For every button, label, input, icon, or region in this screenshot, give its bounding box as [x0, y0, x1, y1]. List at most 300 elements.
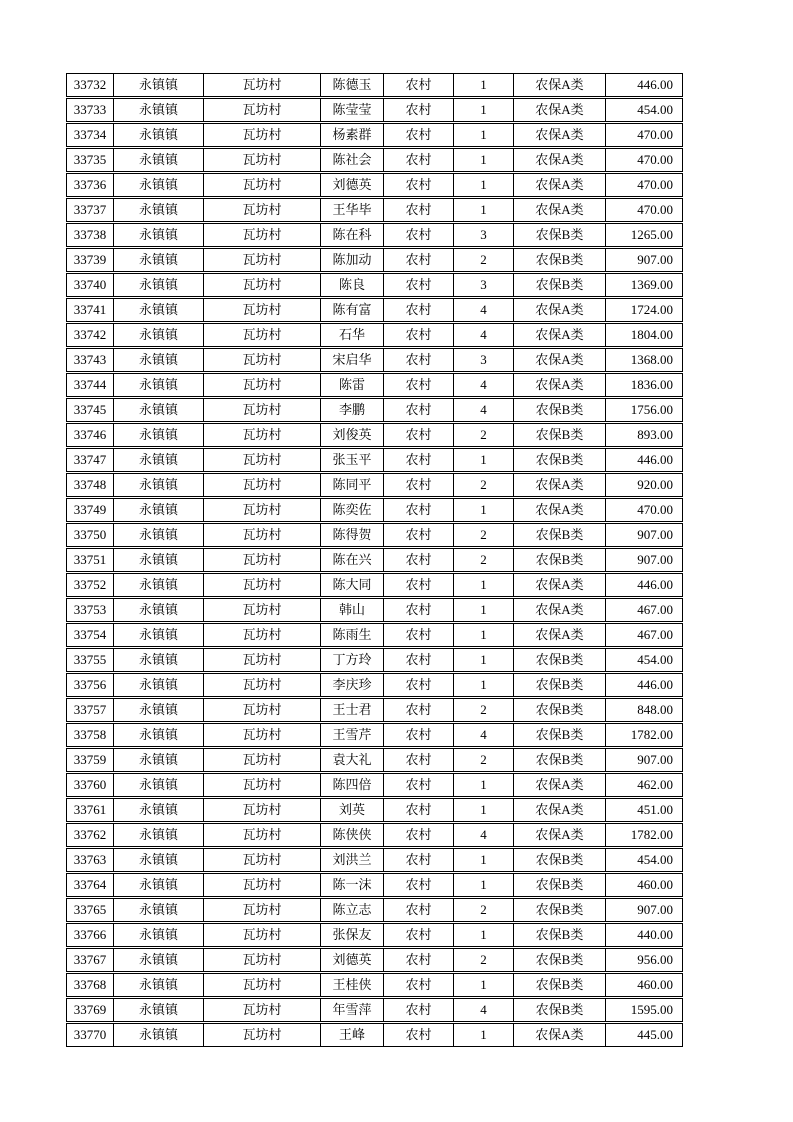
cell-village: 瓦坊村 [204, 624, 320, 646]
cell-insurance-category: 农保A类 [514, 349, 605, 371]
cell-residence-type: 农村 [384, 724, 453, 746]
cell-person-name: 年雪萍 [321, 999, 383, 1021]
cell-insurance-category: 农保B类 [514, 274, 605, 296]
cell-person-count: 4 [454, 824, 513, 846]
cell-village: 瓦坊村 [204, 599, 320, 621]
cell-person-count: 1 [454, 599, 513, 621]
cell-person-count: 1 [454, 449, 513, 471]
cell-person-name: 陈社会 [321, 149, 383, 171]
cell-town: 永镇镇 [114, 249, 203, 271]
cell-village: 瓦坊村 [204, 74, 320, 96]
cell-insurance-category: 农保A类 [514, 374, 605, 396]
cell-residence-type: 农村 [384, 699, 453, 721]
cell-residence-type: 农村 [384, 174, 453, 196]
cell-person-name: 陈侠侠 [321, 824, 383, 846]
table-row [66, 348, 683, 372]
cell-insurance-category: 农保A类 [514, 824, 605, 846]
cell-residence-type: 农村 [384, 224, 453, 246]
cell-record-id: 33745 [67, 399, 113, 421]
cell-person-name: 王峰 [321, 1024, 383, 1046]
cell-record-id: 33759 [67, 749, 113, 771]
cell-person-count: 1 [454, 499, 513, 521]
cell-village: 瓦坊村 [204, 799, 320, 821]
table-row [66, 398, 683, 422]
table-row [66, 623, 683, 647]
cell-insurance-category: 农保A类 [514, 774, 605, 796]
cell-residence-type: 农村 [384, 999, 453, 1021]
cell-record-id: 33749 [67, 499, 113, 521]
cell-insurance-category: 农保B类 [514, 974, 605, 996]
cell-person-name: 王雪芹 [321, 724, 383, 746]
cell-insurance-category: 农保B类 [514, 874, 605, 896]
cell-insurance-category: 农保A类 [514, 199, 605, 221]
cell-insurance-category: 农保B类 [514, 249, 605, 271]
cell-residence-type: 农村 [384, 624, 453, 646]
cell-insurance-category: 农保A类 [514, 99, 605, 121]
cell-person-name: 刘德英 [321, 949, 383, 971]
cell-town: 永镇镇 [114, 549, 203, 571]
cell-residence-type: 农村 [384, 574, 453, 596]
cell-person-name: 陈莹莹 [321, 99, 383, 121]
cell-person-name: 陈得贺 [321, 524, 383, 546]
table-row [66, 748, 683, 772]
table-row [66, 448, 683, 472]
table-row [66, 873, 683, 897]
payment-table [66, 73, 683, 1048]
cell-person-name: 丁方玲 [321, 649, 383, 671]
cell-person-name: 袁大礼 [321, 749, 383, 771]
cell-residence-type: 农村 [384, 324, 453, 346]
cell-person-name: 宋启华 [321, 349, 383, 371]
cell-amount: 1782.00 [606, 824, 682, 846]
cell-town: 永镇镇 [114, 1024, 203, 1046]
cell-record-id: 33769 [67, 999, 113, 1021]
cell-residence-type: 农村 [384, 674, 453, 696]
cell-amount: 470.00 [606, 124, 682, 146]
cell-person-name: 杨素群 [321, 124, 383, 146]
cell-insurance-category: 农保B类 [514, 524, 605, 546]
cell-village: 瓦坊村 [204, 849, 320, 871]
cell-town: 永镇镇 [114, 199, 203, 221]
cell-residence-type: 农村 [384, 649, 453, 671]
cell-person-name: 陈大同 [321, 574, 383, 596]
cell-person-count: 1 [454, 924, 513, 946]
cell-record-id: 33735 [67, 149, 113, 171]
cell-residence-type: 农村 [384, 974, 453, 996]
cell-person-count: 2 [454, 524, 513, 546]
table-row [66, 798, 683, 822]
cell-person-name: 张保友 [321, 924, 383, 946]
cell-amount: 460.00 [606, 974, 682, 996]
cell-person-count: 1 [454, 874, 513, 896]
table-row [66, 323, 683, 347]
cell-insurance-category: 农保A类 [514, 124, 605, 146]
table-row [66, 648, 683, 672]
cell-town: 永镇镇 [114, 849, 203, 871]
cell-person-count: 4 [454, 299, 513, 321]
cell-record-id: 33732 [67, 74, 113, 96]
cell-person-count: 1 [454, 774, 513, 796]
cell-insurance-category: 农保A类 [514, 149, 605, 171]
cell-record-id: 33766 [67, 924, 113, 946]
cell-town: 永镇镇 [114, 899, 203, 921]
cell-person-name: 王华毕 [321, 199, 383, 221]
cell-amount: 460.00 [606, 874, 682, 896]
cell-residence-type: 农村 [384, 899, 453, 921]
table-row [66, 923, 683, 947]
cell-residence-type: 农村 [384, 799, 453, 821]
cell-village: 瓦坊村 [204, 549, 320, 571]
cell-person-count: 1 [454, 124, 513, 146]
cell-record-id: 33755 [67, 649, 113, 671]
cell-town: 永镇镇 [114, 624, 203, 646]
cell-insurance-category: 农保B类 [514, 224, 605, 246]
cell-town: 永镇镇 [114, 324, 203, 346]
table-row [66, 423, 683, 447]
cell-town: 永镇镇 [114, 774, 203, 796]
cell-amount: 1369.00 [606, 274, 682, 296]
cell-village: 瓦坊村 [204, 474, 320, 496]
cell-village: 瓦坊村 [204, 124, 320, 146]
cell-residence-type: 农村 [384, 374, 453, 396]
cell-amount: 470.00 [606, 149, 682, 171]
cell-town: 永镇镇 [114, 499, 203, 521]
cell-town: 永镇镇 [114, 449, 203, 471]
cell-amount: 907.00 [606, 524, 682, 546]
cell-amount: 440.00 [606, 924, 682, 946]
cell-insurance-category: 农保A类 [514, 574, 605, 596]
cell-record-id: 33742 [67, 324, 113, 346]
cell-record-id: 33770 [67, 1024, 113, 1046]
cell-town: 永镇镇 [114, 149, 203, 171]
cell-person-count: 4 [454, 724, 513, 746]
table-row [66, 473, 683, 497]
cell-insurance-category: 农保B类 [514, 849, 605, 871]
cell-town: 永镇镇 [114, 749, 203, 771]
cell-village: 瓦坊村 [204, 999, 320, 1021]
cell-amount: 462.00 [606, 774, 682, 796]
cell-insurance-category: 农保A类 [514, 474, 605, 496]
cell-insurance-category: 农保B类 [514, 724, 605, 746]
cell-town: 永镇镇 [114, 674, 203, 696]
cell-person-count: 1 [454, 974, 513, 996]
cell-person-name: 陈雨生 [321, 624, 383, 646]
cell-insurance-category: 农保B类 [514, 999, 605, 1021]
cell-person-name: 刘俊英 [321, 424, 383, 446]
cell-village: 瓦坊村 [204, 1024, 320, 1046]
cell-insurance-category: 农保A类 [514, 1024, 605, 1046]
cell-person-count: 1 [454, 199, 513, 221]
table-row [66, 198, 683, 222]
cell-village: 瓦坊村 [204, 99, 320, 121]
cell-amount: 451.00 [606, 799, 682, 821]
cell-amount: 1782.00 [606, 724, 682, 746]
cell-town: 永镇镇 [114, 949, 203, 971]
cell-residence-type: 农村 [384, 149, 453, 171]
cell-town: 永镇镇 [114, 924, 203, 946]
cell-town: 永镇镇 [114, 99, 203, 121]
cell-person-name: 张玉平 [321, 449, 383, 471]
cell-person-count: 4 [454, 324, 513, 346]
cell-person-count: 1 [454, 99, 513, 121]
cell-insurance-category: 农保B类 [514, 699, 605, 721]
table-row [66, 973, 683, 997]
cell-village: 瓦坊村 [204, 299, 320, 321]
cell-residence-type: 农村 [384, 99, 453, 121]
cell-amount: 956.00 [606, 949, 682, 971]
cell-person-count: 2 [454, 699, 513, 721]
cell-person-name: 王桂侠 [321, 974, 383, 996]
cell-person-count: 3 [454, 224, 513, 246]
cell-village: 瓦坊村 [204, 149, 320, 171]
cell-amount: 470.00 [606, 499, 682, 521]
cell-insurance-category: 农保B类 [514, 424, 605, 446]
table-row [66, 823, 683, 847]
cell-insurance-category: 农保A类 [514, 624, 605, 646]
cell-record-id: 33737 [67, 199, 113, 221]
cell-residence-type: 农村 [384, 274, 453, 296]
cell-town: 永镇镇 [114, 349, 203, 371]
cell-person-name: 李鹏 [321, 399, 383, 421]
cell-village: 瓦坊村 [204, 574, 320, 596]
cell-amount: 1804.00 [606, 324, 682, 346]
table-row [66, 998, 683, 1022]
cell-person-count: 2 [454, 549, 513, 571]
cell-amount: 446.00 [606, 674, 682, 696]
cell-record-id: 33744 [67, 374, 113, 396]
cell-person-count: 4 [454, 999, 513, 1021]
cell-town: 永镇镇 [114, 974, 203, 996]
cell-record-id: 33743 [67, 349, 113, 371]
cell-residence-type: 农村 [384, 774, 453, 796]
cell-person-name: 陈雷 [321, 374, 383, 396]
table-row [66, 773, 683, 797]
cell-town: 永镇镇 [114, 374, 203, 396]
cell-village: 瓦坊村 [204, 274, 320, 296]
cell-amount: 454.00 [606, 649, 682, 671]
cell-village: 瓦坊村 [204, 449, 320, 471]
cell-person-name: 陈一沫 [321, 874, 383, 896]
cell-village: 瓦坊村 [204, 749, 320, 771]
cell-person-name: 陈在科 [321, 224, 383, 246]
cell-village: 瓦坊村 [204, 974, 320, 996]
cell-village: 瓦坊村 [204, 874, 320, 896]
cell-record-id: 33754 [67, 624, 113, 646]
cell-village: 瓦坊村 [204, 399, 320, 421]
cell-person-count: 2 [454, 949, 513, 971]
cell-amount: 467.00 [606, 599, 682, 621]
cell-town: 永镇镇 [114, 524, 203, 546]
cell-town: 永镇镇 [114, 274, 203, 296]
cell-person-name: 陈立志 [321, 899, 383, 921]
cell-amount: 1836.00 [606, 374, 682, 396]
cell-person-count: 3 [454, 274, 513, 296]
cell-town: 永镇镇 [114, 424, 203, 446]
cell-person-count: 3 [454, 349, 513, 371]
cell-insurance-category: 农保A类 [514, 174, 605, 196]
table-row [66, 98, 683, 122]
cell-record-id: 33761 [67, 799, 113, 821]
cell-village: 瓦坊村 [204, 674, 320, 696]
table-row [66, 598, 683, 622]
cell-village: 瓦坊村 [204, 374, 320, 396]
cell-amount: 454.00 [606, 99, 682, 121]
cell-person-name: 陈四倍 [321, 774, 383, 796]
cell-person-count: 2 [454, 749, 513, 771]
cell-person-count: 1 [454, 849, 513, 871]
cell-person-count: 1 [454, 649, 513, 671]
cell-town: 永镇镇 [114, 649, 203, 671]
table-row [66, 523, 683, 547]
cell-record-id: 33747 [67, 449, 113, 471]
table-row [66, 573, 683, 597]
cell-residence-type: 农村 [384, 524, 453, 546]
cell-insurance-category: 农保A类 [514, 599, 605, 621]
cell-residence-type: 农村 [384, 499, 453, 521]
cell-town: 永镇镇 [114, 174, 203, 196]
cell-residence-type: 农村 [384, 249, 453, 271]
cell-record-id: 33767 [67, 949, 113, 971]
cell-insurance-category: 农保A类 [514, 324, 605, 346]
cell-person-count: 1 [454, 149, 513, 171]
cell-amount: 920.00 [606, 474, 682, 496]
cell-record-id: 33757 [67, 699, 113, 721]
cell-amount: 907.00 [606, 749, 682, 771]
cell-record-id: 33738 [67, 224, 113, 246]
cell-town: 永镇镇 [114, 699, 203, 721]
cell-record-id: 33753 [67, 599, 113, 621]
cell-record-id: 33736 [67, 174, 113, 196]
cell-insurance-category: 农保B类 [514, 899, 605, 921]
cell-person-name: 韩山 [321, 599, 383, 621]
cell-record-id: 33758 [67, 724, 113, 746]
cell-amount: 907.00 [606, 899, 682, 921]
cell-village: 瓦坊村 [204, 249, 320, 271]
cell-amount: 1265.00 [606, 224, 682, 246]
cell-amount: 470.00 [606, 174, 682, 196]
cell-village: 瓦坊村 [204, 324, 320, 346]
cell-person-count: 2 [454, 249, 513, 271]
cell-village: 瓦坊村 [204, 174, 320, 196]
table-row [66, 173, 683, 197]
table-row [66, 273, 683, 297]
cell-residence-type: 农村 [384, 874, 453, 896]
cell-town: 永镇镇 [114, 124, 203, 146]
cell-town: 永镇镇 [114, 799, 203, 821]
cell-person-name: 刘德英 [321, 174, 383, 196]
cell-residence-type: 农村 [384, 349, 453, 371]
cell-town: 永镇镇 [114, 999, 203, 1021]
cell-record-id: 33741 [67, 299, 113, 321]
cell-person-name: 王士君 [321, 699, 383, 721]
cell-person-count: 1 [454, 674, 513, 696]
cell-record-id: 33762 [67, 824, 113, 846]
cell-residence-type: 农村 [384, 824, 453, 846]
cell-record-id: 33751 [67, 549, 113, 571]
cell-residence-type: 农村 [384, 849, 453, 871]
table-row [66, 1023, 683, 1047]
cell-person-count: 2 [454, 899, 513, 921]
cell-person-name: 陈在兴 [321, 549, 383, 571]
cell-village: 瓦坊村 [204, 699, 320, 721]
cell-village: 瓦坊村 [204, 899, 320, 921]
cell-person-count: 1 [454, 74, 513, 96]
table-row [66, 248, 683, 272]
cell-person-name: 刘英 [321, 799, 383, 821]
table-row [66, 948, 683, 972]
cell-town: 永镇镇 [114, 824, 203, 846]
cell-person-name: 陈奕佐 [321, 499, 383, 521]
cell-record-id: 33760 [67, 774, 113, 796]
cell-residence-type: 农村 [384, 949, 453, 971]
cell-record-id: 33748 [67, 474, 113, 496]
cell-person-name: 陈德玉 [321, 74, 383, 96]
cell-record-id: 33739 [67, 249, 113, 271]
cell-record-id: 33756 [67, 674, 113, 696]
cell-amount: 1595.00 [606, 999, 682, 1021]
cell-amount: 446.00 [606, 449, 682, 471]
cell-person-count: 1 [454, 799, 513, 821]
cell-residence-type: 农村 [384, 1024, 453, 1046]
cell-residence-type: 农村 [384, 299, 453, 321]
cell-town: 永镇镇 [114, 74, 203, 96]
table-row [66, 723, 683, 747]
cell-town: 永镇镇 [114, 574, 203, 596]
cell-residence-type: 农村 [384, 399, 453, 421]
cell-amount: 1368.00 [606, 349, 682, 371]
cell-person-count: 1 [454, 174, 513, 196]
cell-person-count: 2 [454, 424, 513, 446]
cell-residence-type: 农村 [384, 749, 453, 771]
cell-village: 瓦坊村 [204, 424, 320, 446]
cell-amount: 907.00 [606, 249, 682, 271]
cell-insurance-category: 农保A类 [514, 299, 605, 321]
cell-record-id: 33765 [67, 899, 113, 921]
cell-residence-type: 农村 [384, 599, 453, 621]
table-row [66, 898, 683, 922]
cell-village: 瓦坊村 [204, 349, 320, 371]
cell-town: 永镇镇 [114, 724, 203, 746]
cell-village: 瓦坊村 [204, 774, 320, 796]
cell-village: 瓦坊村 [204, 949, 320, 971]
cell-insurance-category: 农保B类 [514, 749, 605, 771]
cell-record-id: 33746 [67, 424, 113, 446]
cell-amount: 445.00 [606, 1024, 682, 1046]
cell-person-name: 石华 [321, 324, 383, 346]
cell-insurance-category: 农保B类 [514, 674, 605, 696]
table-row [66, 73, 683, 97]
cell-village: 瓦坊村 [204, 199, 320, 221]
cell-insurance-category: 农保A类 [514, 499, 605, 521]
table-row [66, 698, 683, 722]
cell-village: 瓦坊村 [204, 924, 320, 946]
cell-residence-type: 农村 [384, 74, 453, 96]
cell-record-id: 33733 [67, 99, 113, 121]
cell-person-name: 陈加动 [321, 249, 383, 271]
cell-town: 永镇镇 [114, 224, 203, 246]
cell-person-name: 陈同平 [321, 474, 383, 496]
table-row [66, 298, 683, 322]
cell-residence-type: 农村 [384, 449, 453, 471]
cell-record-id: 33768 [67, 974, 113, 996]
cell-town: 永镇镇 [114, 299, 203, 321]
table-row [66, 848, 683, 872]
cell-insurance-category: 农保B类 [514, 449, 605, 471]
cell-record-id: 33764 [67, 874, 113, 896]
cell-amount: 1756.00 [606, 399, 682, 421]
cell-amount: 1724.00 [606, 299, 682, 321]
cell-residence-type: 农村 [384, 549, 453, 571]
